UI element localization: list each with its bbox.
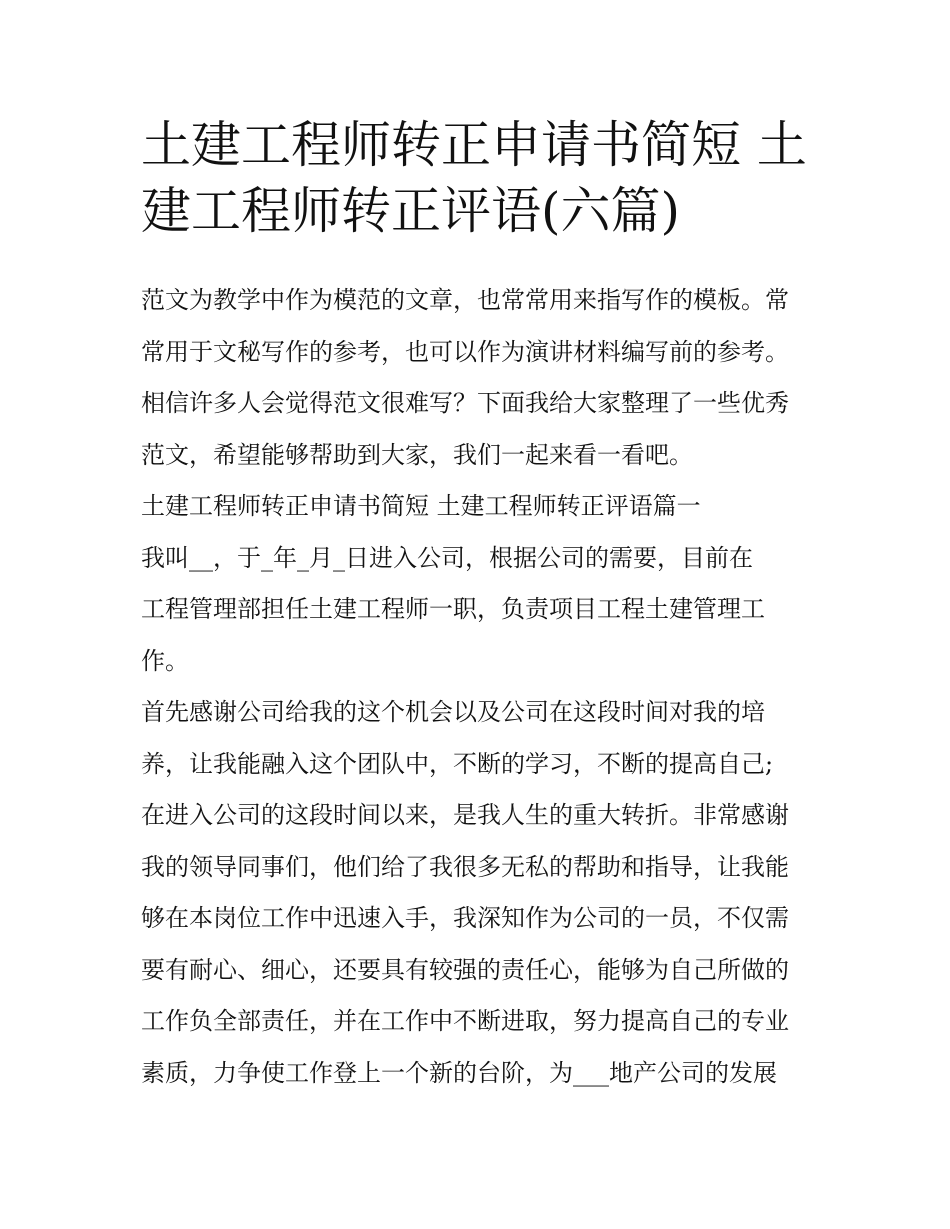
- body-line: 我叫__，于_年_月_日进入公司，根据公司的需要，目前在: [141, 543, 753, 572]
- body-line: 工程管理部担任土建工程师一职，负责项目工程土建管理工: [141, 595, 765, 623]
- body-line: 够在本岗位工作中迅速入手，我深知作为公司的一员，不仅需: [141, 904, 789, 932]
- body-line: 常用于文秘写作的参考，也可以作为演讲材料编写前的参考。: [141, 337, 789, 366]
- body-line: 素质，力争使工作登上一个新的台阶，为___地产公司的发展: [141, 1058, 777, 1087]
- body-line: 范文为教学中作为模范的文章，也常常用来指写作的模板。常: [141, 286, 789, 314]
- body-line: 我的领导同事们，他们给了我很多无私的帮助和指导，让我能: [141, 852, 789, 881]
- title-line: 土建工程师转正申请书简短 土: [141, 116, 807, 174]
- body-line: 工作负全部责任，并在工作中不断进取，努力提高自己的专业: [141, 1007, 789, 1035]
- title-line: 建工程师转正评语(六篇): [141, 182, 681, 240]
- body-line: 要有耐心、细心，还要具有较强的责任心，能够为自己所做的: [141, 955, 789, 984]
- document-body: [141, 281, 821, 1105]
- body-line: 养，让我能融入这个团队中，不断的学习，不断的提高自己;: [141, 749, 774, 778]
- document-title: [141, 112, 821, 244]
- body-line: 相信许多人会觉得范文很难写？下面我给大家整理了一些优秀: [141, 389, 789, 417]
- body-line: 作。: [141, 646, 189, 675]
- section-heading: 土建工程师转正申请书简短 土建工程师转正评语篇一: [141, 492, 701, 520]
- body-line: 在进入公司的这段时间以来，是我人生的重大转折。非常感谢: [141, 801, 789, 829]
- body-line: 范文，希望能够帮助到大家，我们一起来看一看吧。: [141, 440, 693, 469]
- body-line: 首先感谢公司给我的这个机会以及公司在这段时间对我的培: [141, 698, 765, 726]
